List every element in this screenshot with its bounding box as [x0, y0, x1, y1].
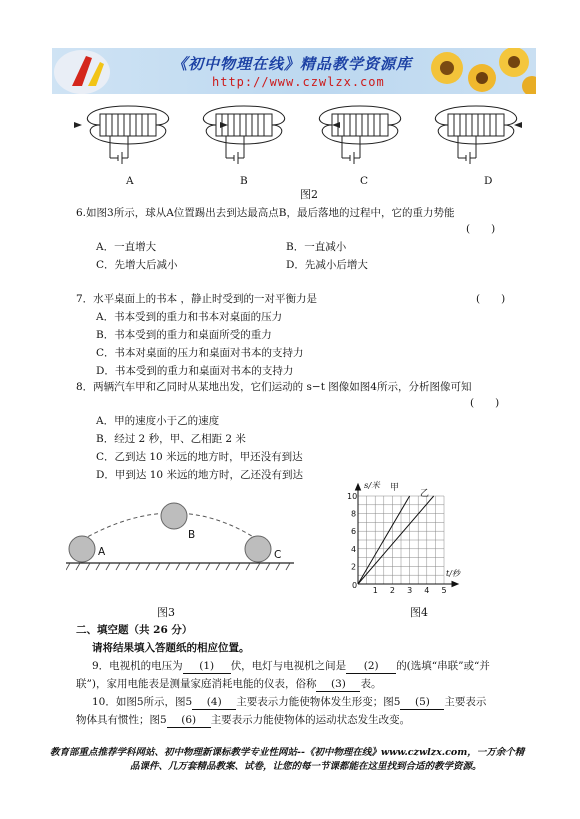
q9-blank-3: (3): [316, 677, 360, 692]
q7-option-a: A．书本受到的重力和书本对桌面的压力: [96, 311, 283, 323]
y-tick-label: 8: [351, 509, 357, 519]
q8-stem: 8．两辆汽车甲和乙同时从某地出发，它们运动的 s−t 图像如图4所示，分析图像可知: [76, 381, 472, 393]
q6-option-a: A．一直增大: [96, 241, 157, 253]
q10-text-1: 10．如图5所示，图5: [92, 696, 193, 708]
footer-line-2: 品课件、几万套精品教案、试卷，让您的每一节课都能在这里找到合适的教学资源。: [130, 761, 482, 772]
q10-line2: [76, 713, 410, 728]
q10-text-3: 主要表示: [444, 696, 487, 708]
q9-line1: [92, 659, 490, 674]
q10-text-2: 主要表示力能使物体发生形变；图5: [236, 696, 401, 708]
x-tick-label: 3: [407, 586, 413, 595]
q10-text-4: 物体具有惯性；图5: [76, 714, 167, 726]
q10-line1: [92, 695, 486, 710]
q10-text-5: 主要表示力能使物体的运动状态发生改变。: [210, 714, 411, 726]
banner-title: 《初中物理在线》精品教学资源库: [172, 55, 413, 73]
ball-c: [245, 536, 271, 562]
y-tick-label: 4: [351, 544, 357, 554]
fig2-label-b: B: [240, 175, 248, 187]
fig3-label-a: A: [98, 546, 106, 558]
q9-text-4: 联”)，家用电能表是测量家庭消耗电能的仪表，俗称: [76, 678, 317, 690]
series-label-yi: 乙: [420, 489, 430, 499]
y-tick-label: 2: [351, 562, 357, 572]
figure-3-trajectory: [66, 494, 296, 576]
x-tick-label: 1: [372, 586, 378, 595]
section2-instruction: 请将结果填入答题纸的相应位置。: [92, 642, 250, 654]
fig2-label-a: A: [126, 175, 134, 187]
header-banner: [52, 48, 536, 94]
q9-text-2: 伏，电灯与电视机之间是: [230, 660, 347, 672]
q9-blank-1: (1): [183, 659, 231, 674]
q8-option-c: C．乙到达 10 米远的地方时，甲还没有到达: [96, 451, 303, 463]
fig3-label-c: C: [274, 549, 282, 561]
x-tick-label: 2: [389, 586, 395, 595]
fig2-label-c: C: [360, 175, 369, 187]
q6-stem: 6.如图3所示，球从A位置踢出去到达最高点B，最后落地的过程中，它的重力势能: [76, 207, 455, 219]
q9-text-3: 的(选填“串联”或“并: [396, 660, 490, 672]
q6-option-b: B．一直减小: [286, 241, 347, 253]
x-tick-label: 4: [424, 586, 430, 595]
fig4-caption: 图4: [410, 606, 428, 619]
y-tick-label: 6: [351, 527, 357, 537]
x-axis-arrow: [452, 582, 458, 587]
chart-origin: 0: [352, 581, 358, 590]
footer-line-1: 教育部重点推荐学科网站、初中物理新课标教学专业性网站--《初中物理在线》www.czwlzx.com，一万余个精: [50, 747, 525, 758]
figure-4-st-chart: [336, 478, 466, 598]
fig2-label-d: D: [484, 175, 493, 187]
q7-stem: 7．水平桌面上的书本 ，静止时受到的一对平衡力是: [76, 293, 318, 305]
q9-text-5: 表。: [360, 678, 382, 690]
y-tick-label: 10: [347, 492, 358, 501]
q10-blank-4: (4): [192, 695, 236, 710]
section2-heading: 二、填空题（共 26 分）: [76, 624, 193, 636]
q7-paren: ( ): [476, 293, 506, 305]
q7-option-b: B．书本受到的重力和桌面所受的重力: [96, 329, 272, 341]
y-axis-arrow: [356, 484, 361, 490]
q10-blank-6: (6): [167, 713, 211, 728]
q9-line2: [76, 677, 381, 692]
q6-option-d: D．先减小后增大: [286, 259, 368, 271]
ball-b: [161, 503, 187, 529]
fig3-caption: 图3: [157, 606, 175, 619]
q8-option-b: B．经过 2 秒，甲、乙相距 2 米: [96, 433, 246, 445]
q8-option-d: D．甲到达 10 米远的地方时，乙还没有到达: [96, 469, 303, 481]
q6-option-c: C．先增大后减小: [96, 259, 178, 271]
fig2-caption: 图2: [300, 188, 318, 201]
x-tick-label: 5: [441, 586, 447, 595]
q8-paren: ( ): [470, 397, 500, 409]
chart-xlabel: t/秒: [446, 569, 460, 578]
q6-paren: ( ): [466, 223, 496, 235]
ball-a: [69, 536, 95, 562]
q7-option-c: C．书本对桌面的压力和桌面对书本的支持力: [96, 347, 304, 359]
figure-2-solenoids: [70, 100, 530, 172]
q7-option-d: D．书本受到的重力和桌面对书本的支持力: [96, 365, 294, 377]
q9-blank-2: (2): [346, 659, 396, 674]
q10-blank-5: (5): [400, 695, 444, 710]
fig3-label-b: B: [188, 529, 196, 541]
q8-option-a: A．甲的速度小于乙的速度: [96, 415, 220, 427]
q9-text-1: 9．电视机的电压为: [92, 660, 183, 672]
banner-url: http://www.czwlzx.com: [212, 75, 385, 89]
series-label-jia: 甲: [390, 483, 400, 493]
chart-ylabel: s/米: [364, 481, 380, 491]
